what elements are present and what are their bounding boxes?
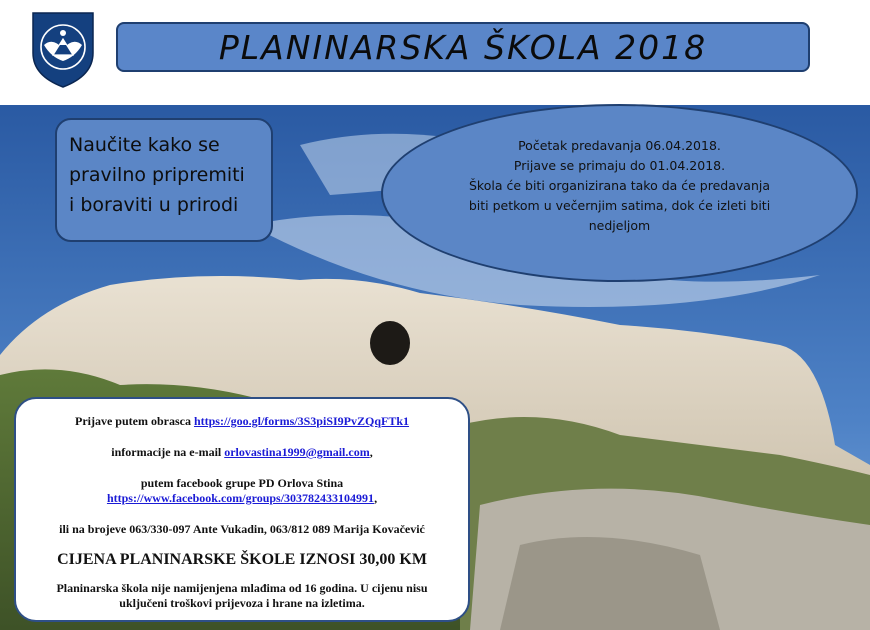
tagline-line: pravilno pripremiti [69,164,245,186]
contact-box [14,397,470,622]
facebook-line [16,491,468,506]
age-note-line: uključeni troškovi prijevoza i hrane na izletima. [119,596,365,610]
email-suffix: , [369,445,373,459]
email-line [16,445,468,460]
tagline-box [55,118,273,242]
schedule-line: nedjeljom [588,218,651,233]
facebook-prefix: putem facebook grupe PD Orlova Stina [140,476,344,490]
page-title: PLANINARSKA ŠKOLA 2018 [218,27,708,67]
schedule-line: Početak predavanja 06.04.2018. [518,138,721,153]
logo-shield-icon [29,9,97,89]
tagline-line: Naučite kako se [69,134,220,156]
facebook-link[interactable]: https://www.facebook.com/groups/303782433104991 [106,491,375,505]
email-prefix: informacije na e-mail [111,445,222,459]
price-statement: CIJENA PLANINARSKE ŠKOLE IZNOSI 30,00 KM [57,551,427,568]
tagline-line: i boraviti u prirodi [69,194,239,216]
facebook-suffix: , [374,491,378,505]
schedule-ellipse [381,104,858,282]
age-note-line: Planinarska škola nije namijenjena mlađima od 16 godina. U cijenu nisu [56,581,428,595]
schedule-line: Prijave se primaju do 01.04.2018. [513,158,726,173]
phone-numbers: ili na brojeve 063/330-097 Ante Vukadin, 063/812 089 Marija Kovačević [59,522,425,536]
email-link[interactable]: orlovastina1999@gmail.com [224,445,370,459]
form-line [16,414,468,429]
form-link[interactable]: https://goo.gl/forms/3S3piSI9PvZQqFTk1 [193,414,410,428]
header-band [0,0,870,105]
logo [29,9,97,89]
schedule-line: biti petkom u večernjim satima, dok će izleti biti [468,198,771,213]
title-banner [116,22,810,72]
schedule-line: Škola će biti organizirana tako da će predavanja [469,178,770,193]
form-prefix: Prijave putem obrasca [74,414,191,428]
